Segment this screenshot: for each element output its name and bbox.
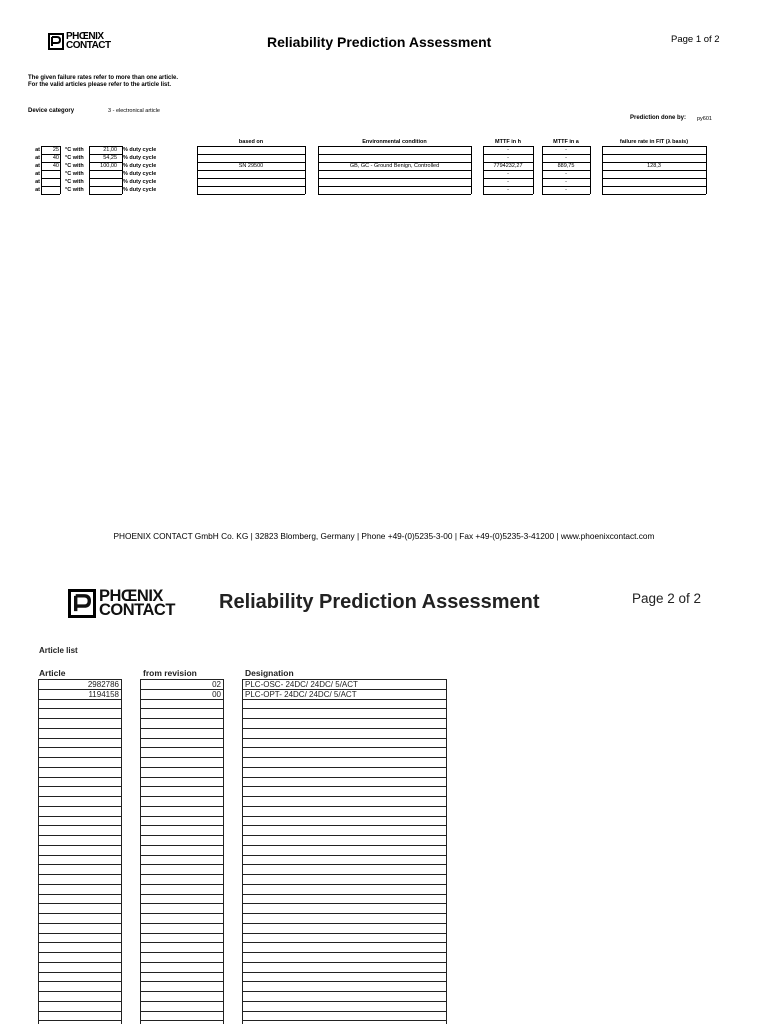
grid-line [121, 679, 122, 1024]
grid-line [318, 194, 471, 195]
grid-line [38, 738, 121, 739]
grid-line [590, 146, 591, 194]
grid-line [140, 884, 223, 885]
grid-line [242, 962, 446, 963]
temp-cell: 25 [52, 147, 59, 153]
temp-cell: 40 [52, 163, 59, 169]
header-based-on: based on [238, 139, 264, 145]
phoenix-contact-logo [48, 33, 111, 50]
mttf-h-cell: - [507, 187, 509, 193]
logo-text [99, 586, 175, 619]
grid-line [197, 146, 305, 147]
grid-line [140, 874, 223, 875]
grid-line [38, 913, 121, 914]
grid-line [38, 796, 121, 797]
duty-cell: 21,00 [103, 147, 117, 153]
grid-line [242, 903, 446, 904]
grid-line [242, 952, 446, 953]
page1-footer: PHOENIX CONTACT GmbH Co. KG | 32823 Blomberg, Germany | Phone +49-(0)5235-3-00 | Fax +49-(0)5235-3-41200 | www.phoenixcontact.com [113, 531, 655, 541]
mttf-a-cell: - [565, 155, 567, 161]
fit-cell: 128,3 [647, 163, 661, 169]
grid-line [38, 825, 121, 826]
grid-line [38, 942, 121, 943]
grid-line [140, 747, 223, 748]
grid-line [242, 825, 446, 826]
grid-line [140, 825, 223, 826]
mttf-h-cell: - [507, 179, 509, 185]
duty-label: % duty cycle [123, 147, 157, 153]
c-with-label: °C with [65, 179, 84, 185]
at-label: at [35, 187, 40, 193]
env-cell: GB, GC - Ground Benign, Controlled [349, 163, 440, 169]
grid-line [41, 186, 60, 187]
grid-line [242, 874, 446, 875]
grid-line [483, 194, 533, 195]
grid-line [242, 894, 446, 895]
header-environmental: Environmental condition [362, 139, 427, 145]
grid-line [60, 146, 61, 194]
grid-line [242, 728, 446, 729]
grid-line [446, 679, 447, 1024]
prediction-done-by-label: Prediction done by: [630, 115, 687, 121]
grid-line [38, 747, 121, 748]
grid-line [38, 855, 121, 856]
grid-line [140, 894, 223, 895]
duty-label: % duty cycle [123, 179, 157, 185]
duty-cell: 100,00 [100, 163, 117, 169]
duty-label: % duty cycle [123, 187, 157, 193]
grid-line [305, 146, 306, 194]
grid-line [38, 884, 121, 885]
page1-title: Reliability Prediction Assessment [267, 34, 492, 50]
grid-line [318, 170, 471, 171]
logo-line1: PHŒNIX [99, 586, 163, 605]
grid-line [38, 1020, 121, 1021]
grid-line [242, 942, 446, 943]
grid-line [318, 146, 471, 147]
grid-line [38, 806, 121, 807]
grid-line [38, 1011, 121, 1012]
duty-label: % duty cycle [123, 163, 157, 169]
grid-line [38, 708, 121, 709]
grid-line [89, 186, 122, 187]
duty-label: % duty cycle [123, 155, 157, 161]
grid-line [242, 1001, 446, 1002]
grid-line [242, 757, 446, 758]
grid-line [140, 796, 223, 797]
c-with-label: °C with [65, 155, 84, 161]
designation-cell: PLC-OPT- 24DC/ 24DC/ 5/ACT [245, 690, 357, 699]
grid-line [140, 757, 223, 758]
duty-cell: 54,25 [103, 155, 117, 161]
grid-line [140, 718, 223, 719]
grid-line [242, 1020, 446, 1021]
grid-line [223, 679, 224, 1024]
grid-line [38, 816, 121, 817]
note-line1: The given failure rates refer to more than one article. [28, 75, 179, 81]
grid-line [197, 154, 305, 155]
grid-line [38, 894, 121, 895]
header-mttf-a: MTTF in a [553, 139, 579, 145]
grid-line [140, 806, 223, 807]
grid-line [38, 786, 121, 787]
based-on-cell: SN 29500 [238, 163, 264, 169]
grid-line [318, 154, 471, 155]
mttf-h-cell: - [507, 147, 509, 153]
grid-line [38, 991, 121, 992]
page1-page-label: Page 1 of 2 [671, 34, 720, 45]
grid-line [41, 146, 42, 194]
duty-label: % duty cycle [123, 171, 157, 177]
grid-line [197, 194, 305, 195]
mttf-h-cell: - [507, 171, 509, 177]
grid-line [140, 786, 223, 787]
grid-line [140, 845, 223, 846]
grid-line [242, 767, 446, 768]
grid-line [242, 816, 446, 817]
grid-line [140, 864, 223, 865]
grid-line [140, 962, 223, 963]
grid-line [38, 1001, 121, 1002]
grid-line [242, 855, 446, 856]
header-article: Article [39, 668, 66, 678]
grid-line [38, 718, 121, 719]
grid-line [38, 903, 121, 904]
grid-line [542, 194, 590, 195]
grid-line [140, 738, 223, 739]
grid-line [41, 194, 60, 195]
mttf-a-cell: - [565, 147, 567, 153]
at-label: at [35, 171, 40, 177]
grid-line [602, 170, 706, 171]
c-with-label: °C with [65, 147, 84, 153]
device-category-label: Device category [28, 108, 75, 114]
c-with-label: °C with [65, 171, 84, 177]
page2-page-label: Page 2 of 2 [632, 591, 702, 606]
grid-line [242, 806, 446, 807]
grid-line [89, 146, 90, 194]
revision-cell: 02 [212, 680, 221, 689]
grid-line [242, 884, 446, 885]
grid-line [140, 903, 223, 904]
grid-line [318, 146, 319, 194]
grid-line [38, 952, 121, 953]
article-cell: 1194158 [88, 690, 119, 699]
at-label: at [35, 155, 40, 161]
grid-line [602, 146, 603, 194]
phoenix-contact-logo-page2 [68, 586, 175, 619]
grid-line [318, 186, 471, 187]
grid-line [140, 728, 223, 729]
grid-line [242, 1011, 446, 1012]
grid-line [38, 679, 39, 1024]
grid-line [38, 767, 121, 768]
grid-line [318, 178, 471, 179]
grid-line [38, 757, 121, 758]
header-designation: Designation [245, 668, 294, 678]
grid-line [706, 146, 707, 194]
note-line2: For the valid articles please refer to the article list. [28, 82, 172, 88]
grid-line [38, 835, 121, 836]
grid-line [140, 933, 223, 934]
logo-text [66, 33, 111, 49]
article-list-title: Article list [39, 646, 78, 655]
grid-line [140, 777, 223, 778]
c-with-label: °C with [65, 163, 84, 169]
grid-line [471, 146, 472, 194]
grid-line [242, 796, 446, 797]
grid-line [242, 777, 446, 778]
mttf-h-cell: - [507, 155, 509, 161]
grid-line [242, 738, 446, 739]
grid-line [197, 170, 305, 171]
grid-line [38, 728, 121, 729]
grid-line [242, 981, 446, 982]
grid-line [242, 923, 446, 924]
grid-line [242, 933, 446, 934]
grid-line [242, 913, 446, 914]
grid-line [140, 855, 223, 856]
grid-line [242, 991, 446, 992]
mttf-h-cell: 7794232,27 [493, 163, 523, 169]
grid-line [38, 962, 121, 963]
grid-line [41, 170, 60, 171]
article-cell: 2982786 [87, 680, 119, 689]
grid-line [602, 186, 706, 187]
grid-line [89, 178, 122, 179]
prediction-done-by-value: py601 [697, 116, 712, 122]
mttf-a-cell: 889,75 [557, 163, 575, 169]
grid-line [140, 1011, 223, 1012]
grid-line [140, 952, 223, 953]
header-revision: from revision [143, 668, 197, 678]
grid-line [38, 933, 121, 934]
logo-line1: PHŒNIX [66, 31, 104, 43]
grid-line [140, 767, 223, 768]
at-label: at [35, 147, 40, 153]
grid-line [38, 845, 121, 846]
grid-line [242, 708, 446, 709]
grid-line [602, 178, 706, 179]
grid-line [38, 923, 121, 924]
grid-line [197, 178, 305, 179]
logo-mark-icon [68, 589, 96, 618]
logo-mark-icon [48, 33, 64, 50]
revision-cell: 00 [212, 690, 221, 699]
grid-line [38, 864, 121, 865]
grid-line [41, 178, 60, 179]
grid-line [140, 1001, 223, 1002]
grid-line [242, 786, 446, 787]
at-label: at [35, 163, 40, 169]
device-category-value: 3 - electronical article [108, 108, 160, 114]
grid-line [242, 747, 446, 748]
grid-line [602, 146, 706, 147]
grid-line [242, 972, 446, 973]
header-fit: failure rate in FIT (λ basis) [619, 139, 689, 145]
mttf-a-cell: - [565, 171, 567, 177]
grid-line [38, 777, 121, 778]
grid-line [140, 981, 223, 982]
c-with-label: °C with [65, 187, 84, 193]
grid-line [89, 170, 122, 171]
grid-line [140, 708, 223, 709]
mttf-a-cell: - [565, 187, 567, 193]
grid-line [38, 874, 121, 875]
logo-line2: CONTACT [99, 600, 175, 619]
grid-line [533, 146, 534, 194]
grid-line [242, 845, 446, 846]
grid-line [602, 154, 706, 155]
grid-line [140, 991, 223, 992]
grid-line [140, 816, 223, 817]
grid-line [140, 1020, 223, 1021]
temp-cell: 40 [52, 155, 59, 161]
grid-line [38, 972, 121, 973]
grid-line [602, 194, 706, 195]
grid-line [89, 194, 122, 195]
grid-line [242, 679, 243, 1024]
logo-line2: CONTACT [66, 39, 111, 51]
at-label: at [35, 179, 40, 185]
grid-line [140, 835, 223, 836]
mttf-a-cell: - [565, 179, 567, 185]
grid-line [140, 942, 223, 943]
header-mttf-h: MTTF in h [495, 139, 521, 145]
grid-line [140, 913, 223, 914]
designation-cell: PLC-OSC- 24DC/ 24DC/ 5/ACT [245, 680, 358, 689]
grid-line [242, 835, 446, 836]
grid-line [242, 864, 446, 865]
grid-line [140, 679, 141, 1024]
grid-line [38, 981, 121, 982]
grid-line [140, 923, 223, 924]
grid-line [140, 972, 223, 973]
grid-line [242, 718, 446, 719]
grid-line [197, 146, 198, 194]
grid-line [197, 186, 305, 187]
page2-title: Reliability Prediction Assessment [219, 591, 540, 613]
